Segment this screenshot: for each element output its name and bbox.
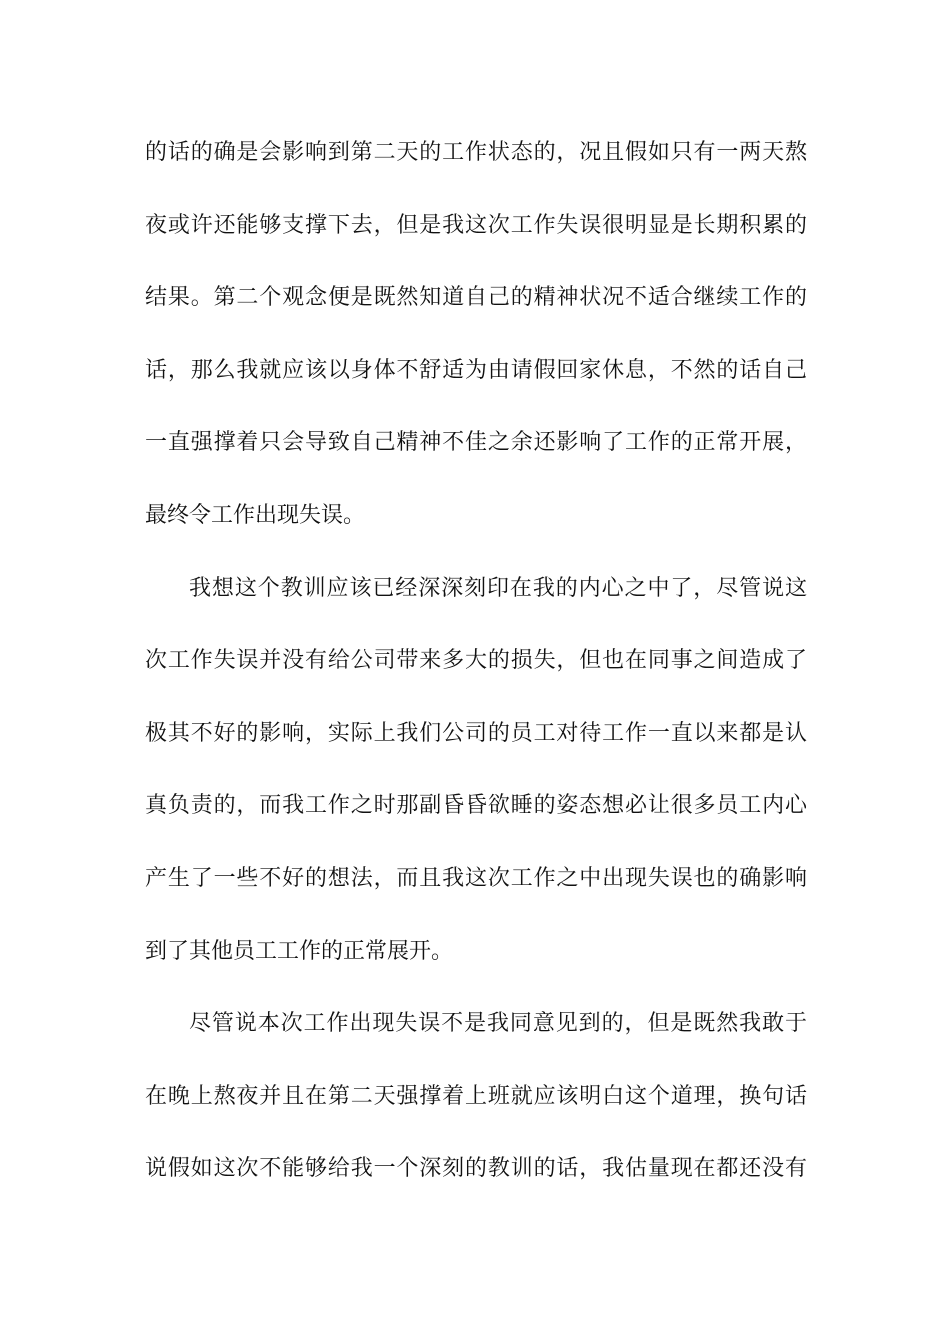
text-line: 到了其他员工工作的正常展开。 [145,938,454,964]
text-line: 的话的确是会影响到第二天的工作状态的，况且假如只有一两天熬 [145,140,807,165]
text-line: 话，那么我就应该以身体不舒适为由请假回家休息，不然的话自己 [145,357,807,383]
text-line: 结果。第二个观念便是既然知道自己的精神状况不适合继续工作的 [145,285,807,311]
paragraph-2 [145,567,807,1003]
paragraph-3 [145,1002,807,1220]
text-line: 在晚上熬夜并且在第二天强撑着上班就应该明白这个道理，换句话 [145,1083,807,1109]
text-line: 最终令工作出现失误。 [145,502,366,528]
text-line: 产生了一些不好的想法，而且我这次工作之中出现失误也的确影响 [145,865,807,891]
text-line: 尽管说本次工作出现失误不是我同意见到的，但是既然我敢于 [189,1011,807,1037]
text-line: 夜或许还能够支撑下去，但是我这次工作失误很明显是长期积累的 [145,212,807,238]
text-line: 次工作失误并没有给公司带来多大的损失，但也在同事之间造成了 [145,648,807,674]
document-body [145,131,807,1220]
paragraph-1 [145,131,807,567]
text-line: 说假如这次不能够给我一个深刻的教训的话，我估量现在都还没有 [145,1156,807,1182]
text-line: 极其不好的影响，实际上我们公司的员工对待工作一直以来都是认 [145,720,807,746]
text-line: 一直强撑着只会导致自己精神不佳之余还影响了工作的正常开展， [145,430,807,456]
text-line: 真负责的，而我工作之时那副昏昏欲睡的姿态想必让很多员工内心 [145,793,807,819]
text-line: 我想这个教训应该已经深深刻印在我的内心之中了，尽管说这 [189,575,807,601]
